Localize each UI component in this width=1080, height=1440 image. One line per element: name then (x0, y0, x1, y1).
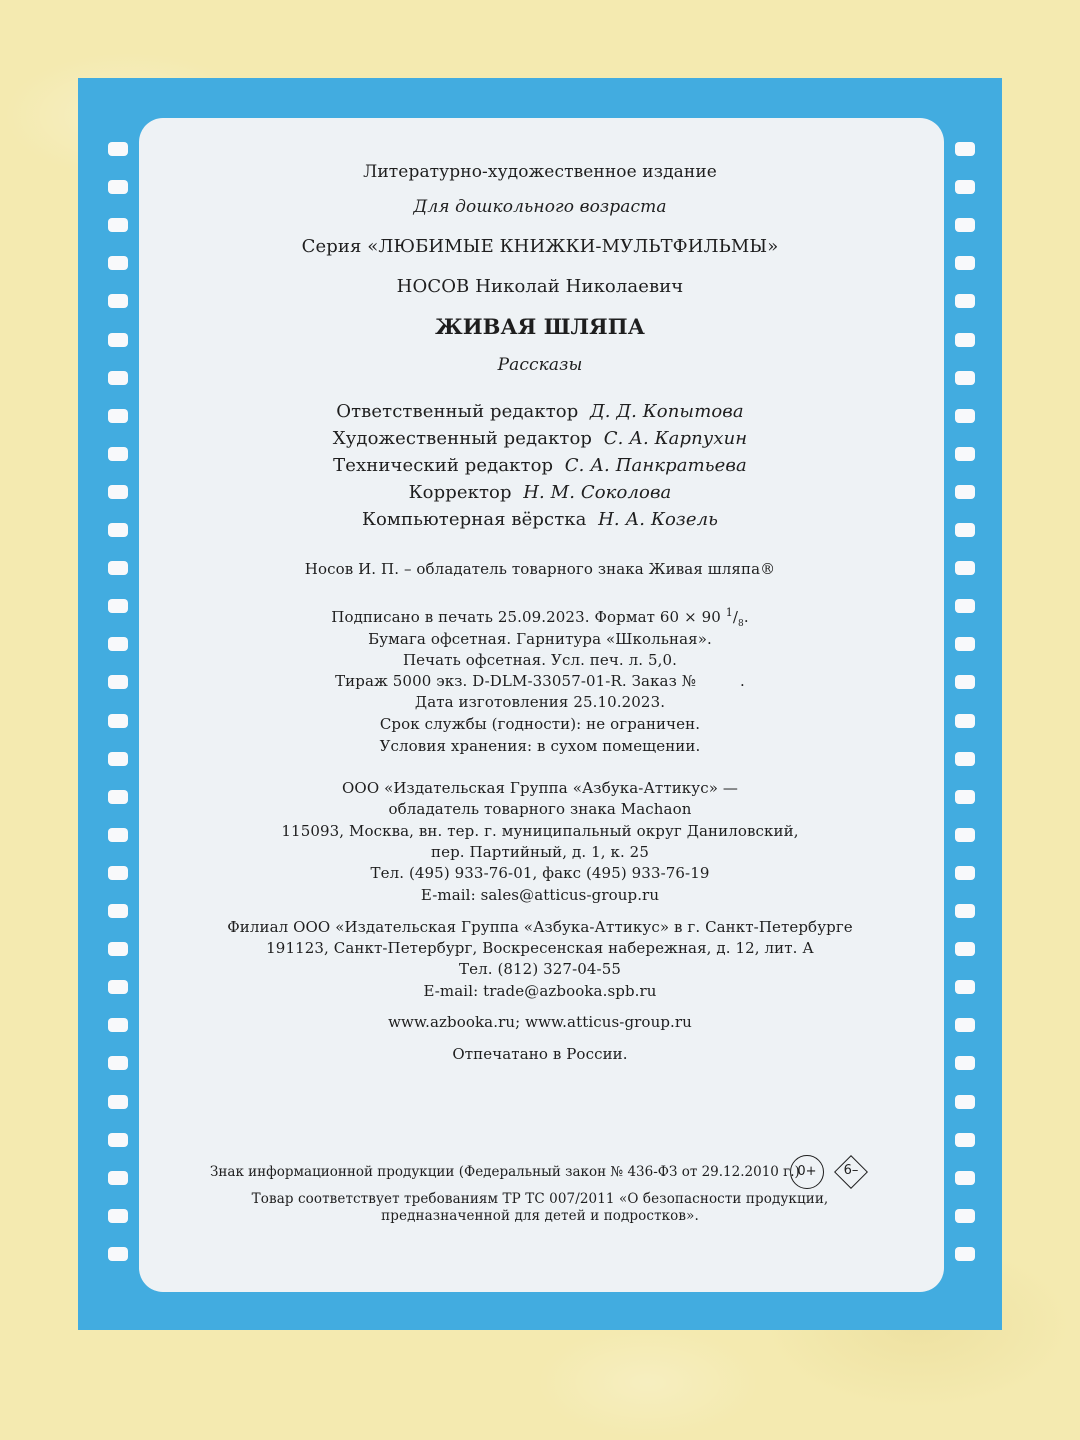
printed-in: Отпечатано в России. (452, 1045, 628, 1063)
book-genre: Рассказы (497, 355, 583, 375)
series-name: Серия «ЛЮБИМЫЕ КНИЖКИ-МУЛЬТФИЛЬМЫ» (301, 236, 779, 257)
credit-line (0, 455, 1080, 476)
branch-line: 191123, Санкт-Петербург, Воскресенская набережная, д. 12, лит. А (266, 939, 814, 957)
age-group: Для дошкольного возраста (413, 197, 667, 217)
printing-info: Печать офсетная. Усл. печ. л. 5,0. (402, 651, 678, 669)
compliance-line: Товар соответствует требованиям ТР ТС 007/2011 «О безопасности продукции, (251, 1191, 829, 1207)
credit-name: Н. А. Козель (598, 509, 719, 530)
film-perforation-icon (108, 1095, 128, 1109)
publisher-line: ООО «Издательская Группа «Азбука-Аттикус» — (342, 779, 738, 797)
publisher-email: E-mail: sales@atticus-group.ru (420, 886, 660, 904)
print-signed-line: Подписано в печать 25.09.2023. Формат 60 × 90 $^1/_8$. (331, 606, 749, 629)
branch-line: Филиал ООО «Издательская Группа «Азбука-Аттикус» в г. Санкт-Петербурге (227, 918, 853, 936)
format-numerator: 1 (725, 606, 733, 619)
credit-name: Н. М. Соколова (523, 482, 672, 503)
credit-role: Художественный редактор (332, 428, 593, 449)
credit-name: Д. Д. Копытова (590, 401, 744, 422)
print-signed-text: Подписано в печать 25.09.2023. Формат 60 × 90 (331, 608, 721, 626)
credit-line (0, 428, 1080, 449)
trademark-note: Носов И. П. – обладатель товарного знака Живая шляпа® (304, 560, 776, 578)
shelf-life: Срок службы (годности): не ограничен. (379, 715, 701, 733)
circulation-end: . (740, 672, 745, 690)
paper-info: Бумага офсетная. Гарнитура «Школьная». (368, 630, 712, 648)
credit-role: Компьютерная вёрстка (361, 509, 587, 530)
author-name: НОСОВ Николай Николаевич (396, 276, 684, 297)
film-perforation-icon (108, 180, 128, 194)
film-perforation-icon (108, 1247, 128, 1261)
film-perforation-icon (955, 1247, 975, 1261)
credit-role: Корректор (408, 482, 512, 503)
print-signed-end: . (743, 608, 749, 626)
publisher-line: обладатель товарного знака Machaon (388, 800, 692, 818)
publisher-line: пер. Партийный, д. 1, к. 25 (431, 843, 649, 861)
circulation-text: Тираж 5000 экз. D-DLM-33057-01-R. Заказ № (335, 672, 697, 690)
book-title: ЖИВАЯ ШЛЯПА (435, 314, 645, 339)
edition-type: Литературно-художественное издание (363, 162, 717, 182)
publisher-line: 115093, Москва, вн. тер. г. муниципальный округ Даниловский, (281, 822, 799, 840)
film-perforation-icon (955, 180, 975, 194)
credit-name: С. А. Карпухин (603, 428, 748, 449)
info-sign-row (210, 1155, 870, 1189)
websites: www.azbooka.ru; www.atticus-group.ru (388, 1013, 692, 1031)
film-perforation-icon (108, 1171, 128, 1185)
branch-email: E-mail: trade@azbooka.spb.ru (423, 982, 657, 1000)
age-rating-diamond-text: 6– (843, 1163, 859, 1178)
format-denominator: 8 (738, 619, 744, 629)
age-rating-diamond-icon (834, 1155, 866, 1187)
film-perforation-icon (108, 218, 128, 232)
branch-line: Тел. (812) 327-04-55 (459, 960, 621, 978)
film-perforation-icon (955, 904, 975, 918)
film-perforation-icon (955, 1095, 975, 1109)
film-perforation-icon (108, 256, 128, 270)
film-perforation-icon (108, 1133, 128, 1147)
made-date: Дата изготовления 25.10.2023. (414, 693, 666, 711)
credit-name: С. А. Панкратьева (564, 455, 747, 476)
film-perforation-icon (955, 218, 975, 232)
age-rating-circle-icon: 0+ (790, 1155, 824, 1189)
film-perforation-icon (955, 256, 975, 270)
publisher-line: Тел. (495) 933-76-01, факс (495) 933-76-19 (370, 864, 710, 882)
film-perforation-icon (108, 904, 128, 918)
circulation-line (0, 672, 1080, 690)
storage-conditions: Условия хранения: в сухом помещении. (379, 737, 701, 755)
film-perforation-icon (955, 1171, 975, 1185)
info-sign-text: Знак информационной продукции (Федеральный закон № 436-ФЗ от 29.12.2010 г.) (210, 1164, 800, 1180)
credit-role: Ответственный редактор (336, 401, 579, 422)
credit-line (0, 401, 1080, 422)
film-perforation-icon (955, 142, 975, 156)
credit-line (0, 509, 1080, 530)
credit-role: Технический редактор (333, 455, 554, 476)
film-perforation-icon (108, 142, 128, 156)
compliance-line: предназначенной для детей и подростков». (381, 1208, 699, 1224)
credit-line (0, 482, 1080, 503)
film-perforation-icon (955, 1133, 975, 1147)
